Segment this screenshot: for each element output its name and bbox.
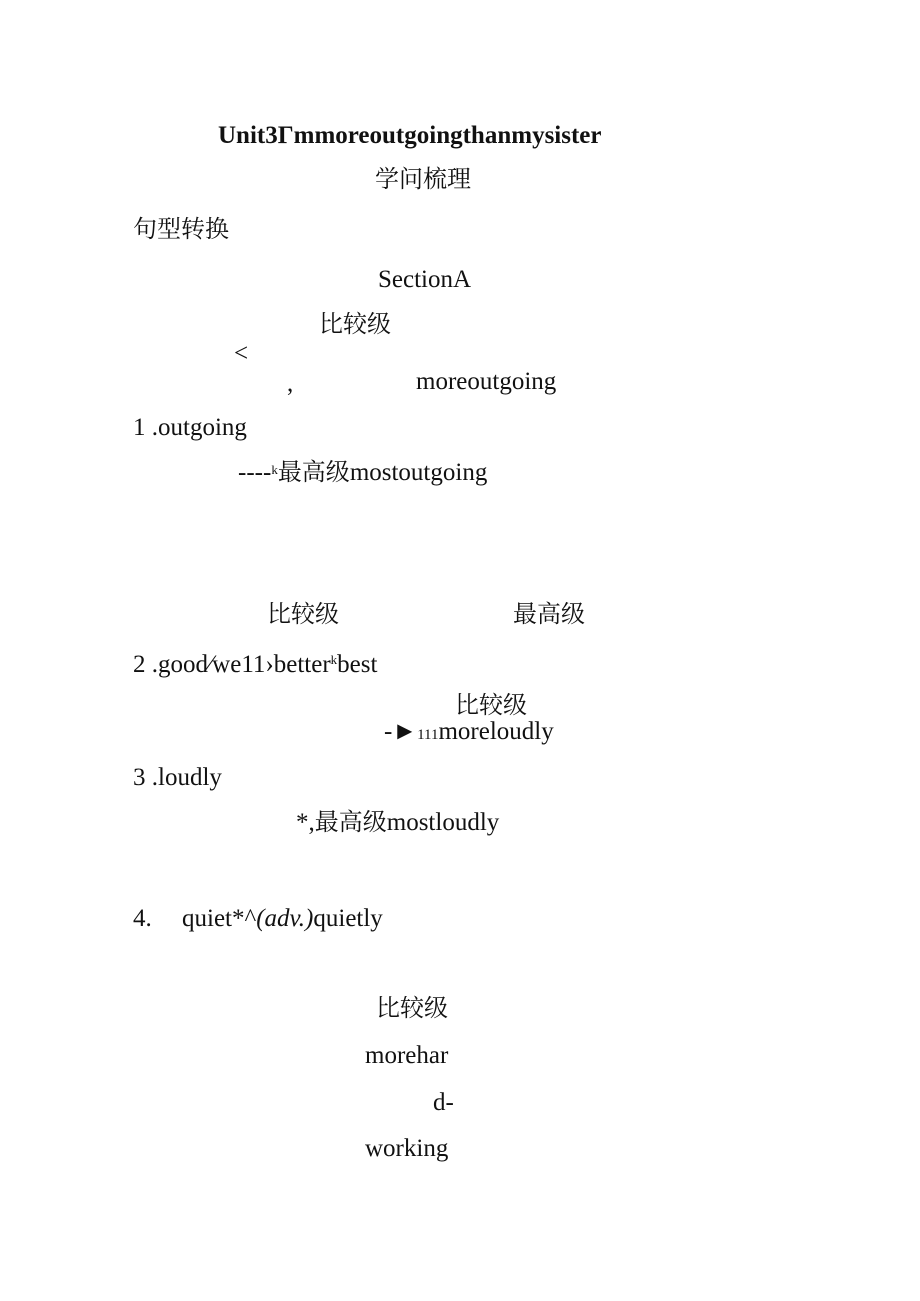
item5-line1: morehar [365, 1042, 449, 1069]
item1-mark: k [271, 462, 278, 477]
item1-bracket: < [234, 340, 249, 367]
item1-superlative-word: mostoutgoing [349, 459, 488, 486]
item2-comparative-word: better [273, 651, 331, 678]
item4-number: 4. [133, 905, 152, 932]
item4-base-word: quiet*^ [182, 905, 257, 932]
item3-comparative-line [384, 719, 554, 744]
item2-line [133, 652, 377, 677]
item2-superlative-label: 最高级 [513, 600, 585, 628]
item2-base-words: 2 .good⁄we11 [133, 651, 266, 678]
item3-star: *, [296, 809, 315, 836]
item5-line3: working [365, 1135, 449, 1162]
item4-line [182, 906, 383, 931]
item1-superlative-label: 最高级 [277, 458, 350, 486]
item4-adverb: quietly [313, 905, 383, 932]
item1-comparative-label: 比较级 [319, 310, 391, 338]
item3-superlative-word: mostloudly [386, 809, 500, 836]
section-label: SectionA [378, 266, 472, 293]
item1-superlative-line [238, 460, 487, 485]
item5-comparative-label: 比较级 [376, 994, 448, 1022]
item3-arrow-icon: -► [384, 718, 418, 745]
item2-arrow: › [265, 651, 274, 678]
item3-mark: 111 [417, 727, 439, 743]
item2-mark: k [330, 652, 338, 667]
item1-base-word: 1 .outgoing [133, 414, 247, 441]
item4-part-of-speech: (adv.) [256, 905, 314, 932]
item2-superlative-word: best [337, 651, 378, 678]
item2-comparative-label: 比较级 [267, 600, 339, 628]
item3-base-word: 3 .loudly [133, 764, 222, 791]
item1-arrow: ---- [238, 459, 272, 486]
item3-comparative-word: moreloudly [438, 718, 554, 745]
unit-title: Unit3Γmmoreoutgoingthanmysister [218, 122, 602, 149]
item1-comma: , [287, 370, 294, 397]
section-heading: 句型转换 [133, 215, 229, 243]
item3-superlative-label: 最高级 [314, 808, 387, 836]
item1-comparative-word: moreoutgoing [416, 368, 557, 395]
item3-comparative-label: 比较级 [455, 691, 527, 719]
item3-superlative-line [296, 810, 499, 835]
item5-line2: d- [433, 1089, 454, 1116]
subtitle: 学问梳理 [375, 165, 471, 193]
